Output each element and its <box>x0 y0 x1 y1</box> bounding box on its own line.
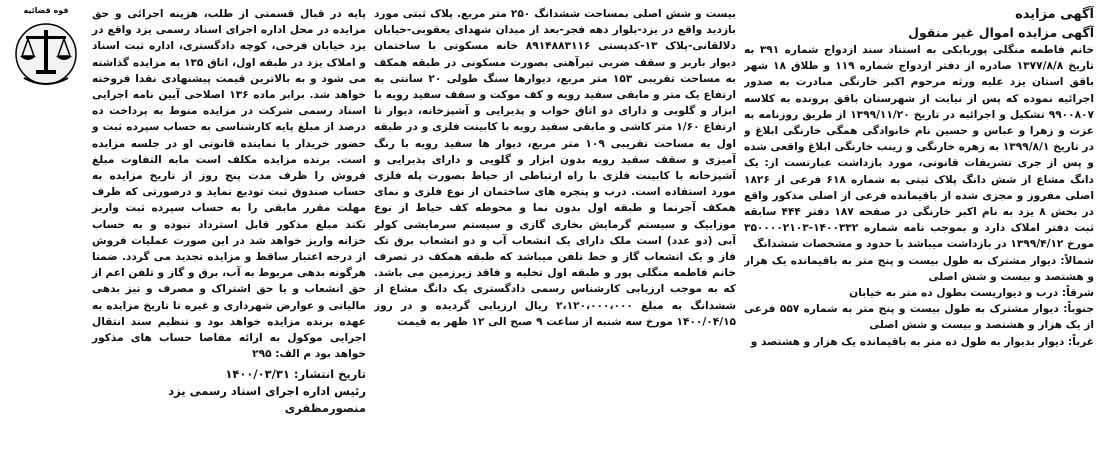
bound-east: شرقاً: درب و دیواریست بطول ده متر به خیابان <box>849 287 1094 300</box>
signature-name: منصورمظفری <box>284 401 366 416</box>
right-column <box>744 6 1094 444</box>
notice-title: آگهی مزایده <box>1015 7 1094 22</box>
logo-caption: قوه قضائیه <box>23 6 69 15</box>
middle-column <box>374 6 736 444</box>
publish-date: تاریخ انتشار: ۱۴۰۰/۰۳/۳۱ <box>225 367 366 382</box>
left-column-body: پایه در قبال قسمتی از طلب، هزینه اجرائی و حق مزایده در محل اداره اجرای اسناد رسمی یزد واقع در یزد خیابان فرخی، کوچه دادگستری، اداره ثبت اسناد و املاک یزد در طبقه اول، اتاق ۱۳۵ به مزایده گذاشته می شود و به بالاترین قیمت پیشنهادی نقدا فروخته خواهد شد. برابر ماده ۱۳۶ اصلاحی آیین نامه اجرایی اسناد رسمی شرکت در مزایده منوط به پرداخت ده درصد از مبلغ پایه کارشناسی به حساب سپرده ثبت و حضور خریدار یا نماینده قانونی او در جلسه مزایده است. برنده مزایده مکلف است مابه التفاوت مبلغ فروش را ظرف مدت پنج روز از تاریخ مزایده به حساب صندوق ثبت تودیع نماید و درصورتی که ظرف مهلت مقرر مابقی را به حساب سپرده ثبت واریز نکند مبلغ مذکور قابل استرداد نبوده و به حساب خزانه واریز خواهد شد در این صورت عملیات فروش از درجه اعتبار ساقط و مزایده تجدید می گردد. ضمنا هرگونه بدهی مربوط به آب، برق و گاز و تلفن اعم از حق انشعاب و یا حق اشتراک و مصرف و نیز بدهی مالیاتی و عوارض شهرداری و غیره تا تاریخ مزایده به عهده برنده مزایده خواهد بود و تنظیم سند انتقال اجرایی موکول به ارائه مفاصا حساب های مذکور خواهد بود م الف: ۲۹۵ <box>92 8 366 361</box>
bound-west: غرباً: دیوار بدیوار به طول ده متر به باقیمانده یک هزار و هشتصد و <box>750 335 1094 348</box>
left-column <box>6 6 366 444</box>
bound-south: جنوباً: دیوار مشترک به طول بیست و پنج متر به شماره ۵۵۷ فرعی از یک هزار و هشتصد و بیست و شش اصلی <box>744 303 1094 332</box>
right-column-body: خانم فاطمه منگلی پوربابکی به استناد سند ازدواج شماره ۳۹۱ به تاریخ ۱۳۷۷/۸/۸ صادره از دفتر ازدواج شماره ۱۱۹ و طلاق ۱۸ شهر باقق استان یزد علیه ورثه مرحوم اکبر خارنگی مبادرت به صدور اجرائیه نموده که پس از نیابت از شهرستان باقق پرونده به کلاسه ۹۹۰۰۸۰۷ تشکیل و اجرائیه در تاریخ ۱۳۹۹/۱۱/۲۰ از طریق روزنامه به عزت و زهرا و عباس و حسین نام خانوادگی همگی خارنگی ابلاغ و در تاریخ ۱۳۹۹/۸/۱ به زهره خارنگی و زینب خارنگی ابلاغ واقعی شده و پس از جری تشریفات قانونی، مورد بازداشت عبارتست از: یک دانگ مشاع از شش دانگ پلاک ثبتی به شماره ۶۱۸ فرعی از ۱۸۲۶ اصلی مفروز و مجزی شده از باقیمانده فرعی از اصلی مذکور واقع در بخش ۸ یزد به نام اکبر خارنگی در صفحه ۱۸۷ دفتر ۴۴۴ سابقه ثبت دفتر املاک دارد و بموجب نامه شماره ۱۴۰۰۳۳۲-۳۵۰۰۰۰۲۱۰۳ مورخ ۱۳۹۹/۴/۱۲ در بازداشت میباشد با حدود و مشخصات ششدانگ <box>744 44 1094 251</box>
signature-title: رئیس اداره اجرای اسناد رسمی یزد <box>168 384 366 399</box>
bound-north: شمالاً: دیوار مشترک به طول بیست و پنج متر به باقیمانده یک هزار و هشتصد و بیست و شش اصلی <box>744 254 1094 283</box>
notice-subtitle: آگهی مزایده اموال غیر منقول <box>908 25 1094 40</box>
middle-column-body: بیست و شش اصلی بمساحت ششدانگ ۲۵۰ متر مربع. پلاک ثبتی مورد بازدید واقع در یزد-بلوار دهه فجر-بعد از میدان شهدای یعقوبی-خیابان دلالقانی-پلاک ۱۳-کدپستی ۸۹۱۴۸۸۳۱۱۶ خانه مسکونی با ساختمان دیوار باربر و سقف ضربی تیرآهنی بصورت مسکونی در طبقه همکف به مساحت تقریبی ۱۵۳ متر مربع، دیوارها سنگ طولی ۲۰ سانتی به ارتفاع یک متر و مابقی سفید رویه و کف موکت و سقف سفید رویه با ابزار و گلویی و دارای دو اتاق خواب و پذیرایی و آشپزخانه، دیوار تا ارتفاع ۱/۶۰ متر کاشی و مابقی سفید رویه با کابینت فلزی و در طبقه اول به مساحت تقریبی ۱۰۹ متر مربع، دیوار ها سفید رویه با رنگ آمیزی و سقف سفید رویه بدون ابزار و گلویی و دارای پذیرایی و آشپزخانه با کابینت فلزی با راه ارتباطی از حیاط بصورت پله فلزی مورد استفاده است. درب و پنجره های ساختمان از نوع فلزی و نمای همکف آجرنما و طبقه اول بدون نما و محوطه کف حیاط از نوع موزاییک و سیستم گرمایش بخاری گازی و سیستم سرمایشی کولر آبی (دو عدد) است ملک دارای یک انشعاب آب و دو انشعاب برق تک فاز و یک انشعاب گاز و خط تلفن میباشد که طبقه همکف در تصرف خانم فاطمه منگلی پور و طبقه اول تخلیه و فاقد زیرزمین می باشد. که به موجب ارزیابی کارشناس رسمی دادگستری یک دانگ مشاع از ششدانگ به مبلغ ۲،۱۲۰،۰۰۰،۰۰۰ ریال ارزیابی گردیده و در روز ۱۴۰۰/۰۴/۱۵ مورخ سه شنبه از ساعت ۹ صبح الی ۱۲ ظهر به قیمت <box>374 8 736 328</box>
